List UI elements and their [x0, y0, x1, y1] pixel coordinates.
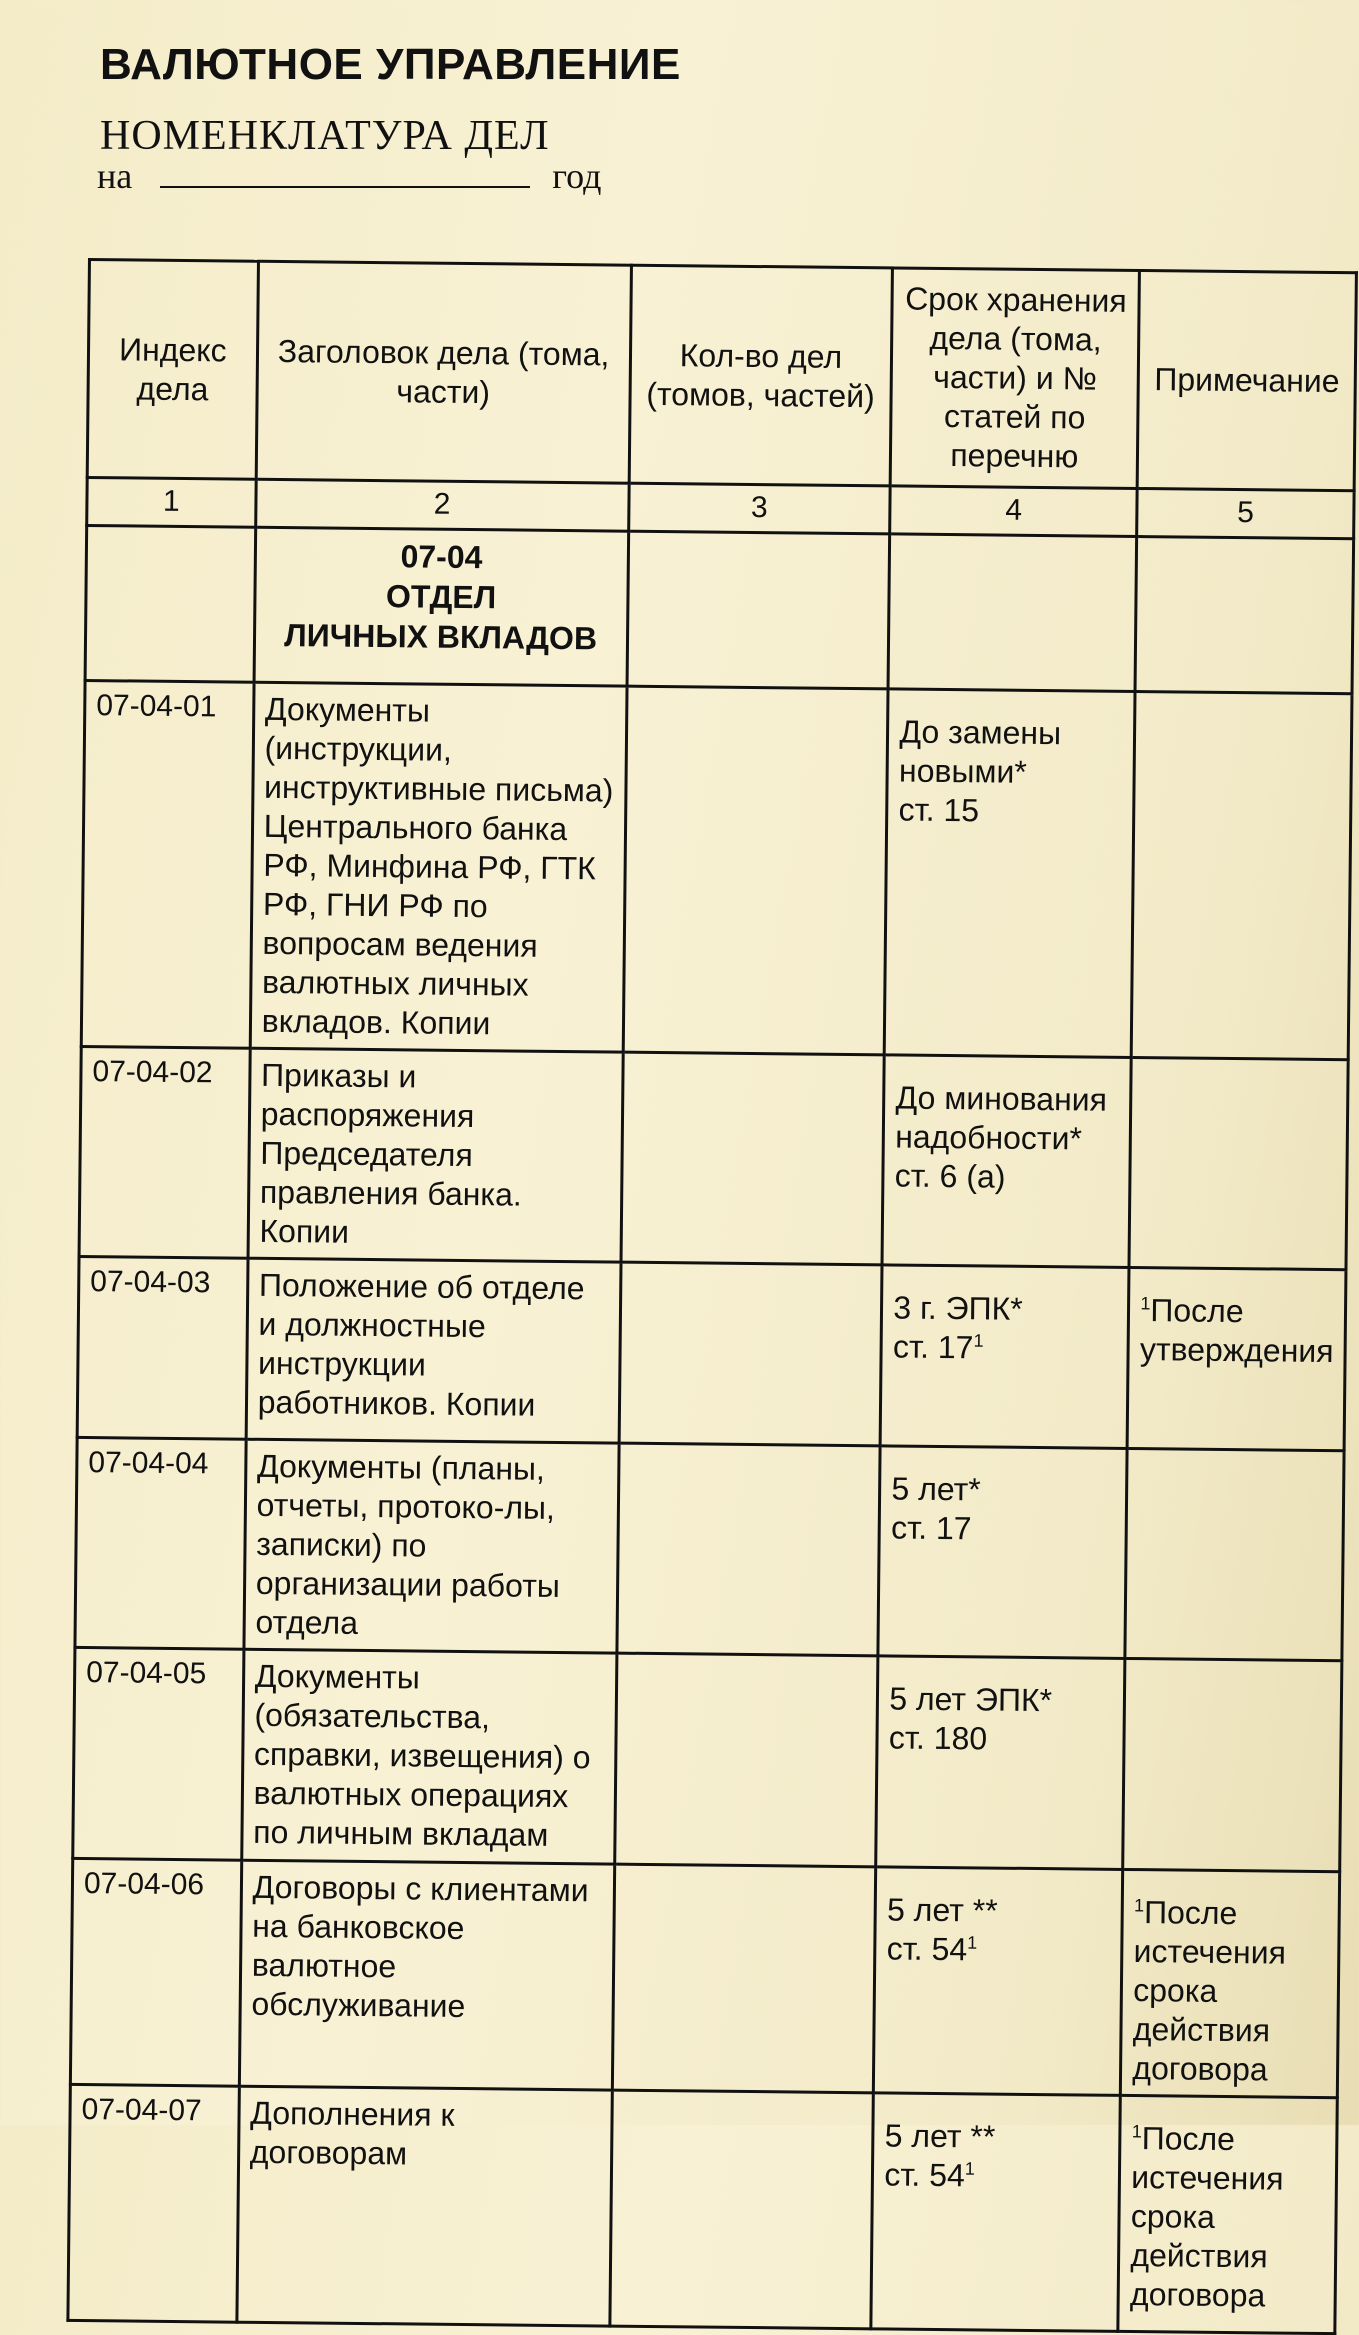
case-index: 07-04-01 — [81, 680, 254, 1048]
year-label: год — [552, 156, 602, 196]
table-row — [77, 1257, 1346, 1451]
column-number: 3 — [628, 483, 890, 533]
case-note — [1127, 1268, 1346, 1451]
case-index: 07-04-03 — [77, 1257, 248, 1440]
case-note — [1129, 1058, 1348, 1270]
case-title: Договоры с клиентами на банковское валютное обслуживание — [239, 1860, 614, 2090]
term-article-line — [884, 2155, 1108, 2196]
section-index-cell — [85, 525, 255, 682]
document-title: НОМЕНКЛАТУРА ДЕЛ — [100, 113, 550, 159]
term-text: До замены новыми* — [898, 713, 1062, 790]
section-title-cell — [254, 527, 628, 686]
department-heading: ВАЛЮТНОЕ УПРАВЛЕНИЕ — [100, 40, 681, 89]
column-number: 5 — [1137, 489, 1354, 539]
year-line — [97, 155, 601, 197]
case-term — [874, 1866, 1123, 2095]
case-term — [878, 1446, 1127, 1659]
table-header-row — [87, 260, 1356, 491]
case-count — [612, 1864, 876, 2093]
case-note — [1121, 1869, 1340, 2097]
case-title: Положение об отделе и должностные инструкции работников. Копии — [246, 1258, 621, 1443]
term-text: 3 г. ЭПК* — [893, 1289, 1023, 1328]
section-row — [85, 525, 1354, 693]
case-title: Документы (обязательства, справки, извещения) о валютных операциях по личным вкладам — [241, 1650, 616, 1864]
case-count — [609, 2090, 873, 2329]
column-number: 2 — [255, 479, 628, 530]
table-row — [70, 1858, 1339, 2097]
case-term — [871, 2092, 1120, 2331]
header-title: Заголовок дела (тома, части) — [256, 261, 631, 483]
case-index: 07-04-05 — [73, 1648, 244, 1860]
case-count — [619, 1262, 883, 1446]
table-row — [73, 1648, 1342, 1871]
footnote-marker: 1 — [1131, 2121, 1142, 2142]
term-article: ст. 180 — [888, 1719, 988, 1757]
footnote-marker: 1 — [967, 1932, 978, 1953]
case-note — [1118, 2095, 1337, 2333]
term-article: ст. 54 — [886, 1929, 968, 1967]
term-text: 5 лет ** — [886, 1890, 998, 1929]
case-term — [876, 1656, 1125, 1869]
case-count — [623, 686, 889, 1055]
header-count: Кол-во дел (томов, частей) — [629, 265, 893, 486]
on-label: на — [97, 156, 133, 196]
header-index: Индекс дела — [87, 260, 258, 480]
section-name-line2: ЛИЧНЫХ ВКЛАДОВ — [284, 616, 598, 657]
case-index: 07-04-02 — [79, 1047, 250, 1259]
term-article-line — [886, 1929, 1110, 1970]
table-row — [81, 680, 1352, 1060]
case-count — [616, 1443, 880, 1656]
case-count — [614, 1653, 878, 1866]
term-article: ст. 17 — [890, 1509, 972, 1547]
term-article: ст. 17 — [892, 1328, 974, 1366]
term-text: 5 лет* — [891, 1470, 981, 1508]
term-text: 5 лет ** — [884, 2117, 996, 2155]
case-title: Приказы и распоряжения Председателя правления банка. Копии — [248, 1048, 623, 1262]
footnote-marker: 1 — [1134, 1894, 1145, 1915]
case-title: Документы (планы, отчеты, протоко-лы, записки) по организации работы отдела — [244, 1439, 619, 1653]
section-term-cell — [888, 534, 1137, 692]
term-text: 5 лет ЭПК* — [889, 1680, 1053, 1719]
case-note — [1125, 1449, 1344, 1661]
term-text: До минования надобности* — [894, 1079, 1108, 1157]
footnote-marker: 1 — [1140, 1293, 1151, 1314]
table-row — [75, 1438, 1344, 1661]
column-number: 4 — [890, 486, 1137, 536]
term-article: ст. 6 (а) — [894, 1157, 1006, 1195]
case-index: 07-04-04 — [75, 1438, 246, 1650]
note-text: После истечения срока действия договора — [1129, 2119, 1284, 2314]
header-note: Примечание — [1137, 271, 1356, 491]
section-count-cell — [627, 531, 890, 689]
case-title: Дополнения к договорам — [237, 2086, 612, 2326]
case-title: Документы (инструкции, инструктивные письма) Центрального банка РФ, Минфина РФ, ГТК РФ, ГНИ РФ по вопросам ведения валютных личных вкладов. Копии — [250, 682, 627, 1052]
case-term — [882, 1055, 1131, 1268]
footnote-marker: 1 — [973, 1330, 984, 1351]
table-row — [79, 1047, 1348, 1270]
year-blank-field — [160, 156, 530, 188]
section-name-line1: ОТДЕЛ — [385, 577, 497, 616]
term-article-line — [893, 1328, 1117, 1369]
section-note-cell — [1135, 536, 1353, 693]
note-text: После утверждения — [1139, 1292, 1334, 1370]
table-row — [68, 2084, 1337, 2333]
section-code: 07-04 — [400, 538, 483, 575]
footnote-marker: 1 — [964, 2158, 975, 2179]
case-count — [621, 1052, 885, 1265]
case-index: 07-04-07 — [68, 2084, 239, 2322]
header-term: Срок хранения дела (тома, части) и № статей по перечню — [890, 268, 1139, 489]
column-number: 1 — [87, 478, 256, 527]
case-term — [880, 1265, 1129, 1449]
nomenclature-table — [66, 258, 1358, 2335]
case-term — [885, 689, 1136, 1058]
case-index: 07-04-06 — [70, 1858, 241, 2086]
case-note — [1123, 1659, 1342, 1871]
note-text: После истечения срока действия договора — [1132, 1893, 1287, 2088]
case-note — [1131, 691, 1352, 1060]
term-article: ст. 15 — [898, 791, 980, 829]
term-article: ст. 54 — [884, 2156, 965, 2193]
